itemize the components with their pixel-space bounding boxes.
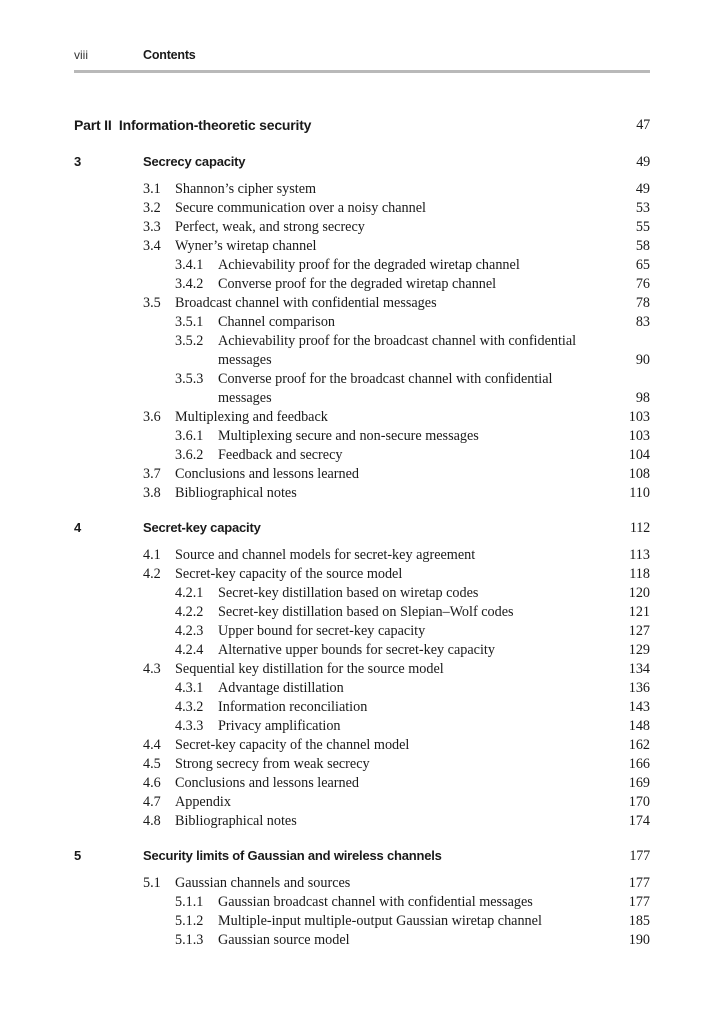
entry-title: Gaussian channels and sources (175, 875, 351, 891)
part-title: Information-theoretic security (118, 117, 312, 133)
entry-title-block (175, 812, 297, 831)
entry-title-block (175, 546, 475, 565)
entry-number: 4.5 (143, 756, 161, 772)
subsection-entry (74, 698, 650, 717)
entry-title: Achievability proof for the degraded wiretap channel (218, 257, 520, 273)
header-rule (74, 70, 650, 73)
chapter-spacer (74, 173, 650, 180)
entry-number: 5.1.3 (175, 932, 204, 948)
entry-page: 108 (628, 466, 650, 482)
entry-title-block (175, 874, 350, 893)
entry-title: Shannon’s cipher system (175, 181, 317, 197)
subsection-entry (74, 275, 650, 294)
entry-page: 121 (628, 604, 650, 620)
entry-title-block (175, 736, 409, 755)
section-entry (74, 774, 650, 793)
entry-title: Channel comparison (218, 314, 336, 330)
entry-title: Gaussian source model (218, 932, 350, 948)
chapter-title: Security limits of Gaussian and wireless channels (143, 848, 442, 863)
entry-number: 3.3 (143, 219, 161, 235)
subsection-entry (74, 641, 650, 660)
section-entry (74, 408, 650, 427)
chapter-spacer (74, 867, 650, 874)
entry-title-block (175, 180, 316, 199)
entry-title-block (175, 294, 437, 313)
table-of-contents (74, 113, 650, 950)
entry-number: 3.5.3 (175, 371, 204, 387)
entry-title: Alternative upper bounds for secret-key capacity (218, 642, 495, 658)
subsection-entry (74, 370, 650, 408)
entry-page: 98 (635, 390, 650, 406)
entry-title: Secret-key distillation based on Slepian–Wolf codes (218, 604, 514, 620)
entry-number: 4.6 (143, 775, 161, 791)
entry-page: 177 (628, 875, 650, 891)
subsection-entry (74, 313, 650, 332)
entry-number: 4.2.1 (175, 585, 204, 601)
entry-page: 118 (629, 566, 650, 582)
section-entry (74, 294, 650, 313)
entry-page: 53 (635, 200, 650, 216)
entry-title: Secret-key capacity of the source model (175, 566, 403, 582)
entry-page: 134 (628, 661, 650, 677)
entry-title-block (175, 408, 328, 427)
subsection-entry (74, 446, 650, 465)
entry-title-block (175, 484, 297, 503)
entry-number: 4.3 (143, 661, 161, 677)
running-header (74, 48, 650, 64)
entry-number: 4.3.3 (175, 718, 204, 734)
section-entry (74, 565, 650, 584)
entry-number: 5.1.1 (175, 894, 204, 910)
entry-title: Multiplexing secure and non-secure messages (218, 428, 479, 444)
subsection-entry (74, 717, 650, 736)
entry-title-block (175, 565, 402, 584)
entry-title-block (218, 446, 342, 465)
entry-title-block (218, 332, 618, 370)
entry-page: 129 (628, 642, 650, 658)
entry-page: 136 (628, 680, 650, 696)
chapter-number: 5 (74, 848, 82, 863)
entry-page: 76 (635, 276, 650, 292)
entry-page: 190 (628, 932, 650, 948)
entry-number: 3.5 (143, 295, 161, 311)
entry-page: 110 (629, 485, 650, 501)
section-entry (74, 218, 650, 237)
entry-title: Converse proof for the degraded wiretap channel (218, 276, 497, 292)
entry-title: Perfect, weak, and strong secrecy (175, 219, 365, 235)
section-entry (74, 465, 650, 484)
header-page-number: viii (74, 48, 88, 62)
entry-title-block (175, 660, 444, 679)
entry-title: Source and channel models for secret-key agreement (175, 547, 476, 563)
entry-page: 174 (628, 813, 650, 829)
section-entry (74, 793, 650, 812)
entry-title-block (218, 256, 520, 275)
entry-number: 3.5.2 (175, 333, 204, 349)
entry-title-block (218, 275, 496, 294)
chapter-spacer (74, 539, 650, 546)
entry-number: 3.8 (143, 485, 161, 501)
entry-number: 5.1.2 (175, 913, 204, 929)
entry-title: Strong secrecy from weak secrecy (175, 756, 370, 772)
entry-page: 49 (635, 181, 650, 197)
entry-title: Bibliographical notes (175, 485, 297, 501)
entry-title: Sequential key distillation for the source model (175, 661, 444, 677)
entry-number: 3.6.1 (175, 428, 204, 444)
subsection-entry (74, 912, 650, 931)
subsection-entry (74, 931, 650, 950)
entry-page: 103 (628, 409, 650, 425)
section-entry (74, 484, 650, 503)
entry-title: Upper bound for secret-key capacity (218, 623, 426, 639)
entry-title: Conclusions and lessons learned (175, 775, 360, 791)
entry-page: 169 (628, 775, 650, 791)
entry-number: 4.2 (143, 566, 161, 582)
section-entry (74, 736, 650, 755)
entry-title: Secure communication over a noisy channel (175, 200, 426, 216)
entry-number: 4.8 (143, 813, 161, 829)
entry-page: 170 (628, 794, 650, 810)
entry-title: Secret-key distillation based on wiretap codes (218, 585, 479, 601)
entry-number: 3.7 (143, 466, 161, 482)
entry-title-block (175, 237, 317, 256)
entry-number: 3.6.2 (175, 447, 204, 463)
subsection-entry (74, 893, 650, 912)
entry-title-block (175, 774, 359, 793)
entry-title-block (218, 679, 344, 698)
entry-number: 4.3.1 (175, 680, 204, 696)
chapter-title: Secrecy capacity (143, 154, 246, 169)
entry-title-block (175, 755, 370, 774)
chapter-heading (74, 151, 650, 173)
section-entry (74, 660, 650, 679)
entry-page: 127 (628, 623, 650, 639)
entry-number: 3.4.1 (175, 257, 204, 273)
entry-title-block (218, 641, 495, 660)
entry-page: 104 (628, 447, 650, 463)
part-page: 47 (636, 117, 650, 133)
entry-title-continued: messages (218, 390, 272, 406)
subsection-entry (74, 622, 650, 641)
header-title: Contents (143, 48, 196, 62)
entry-title-block (175, 793, 231, 812)
entry-title-block (218, 313, 335, 332)
entry-number: 4.2.4 (175, 642, 204, 658)
chapter-number: 4 (74, 520, 82, 535)
entry-title-block (218, 698, 367, 717)
entry-number: 5.1 (143, 875, 161, 891)
entry-page: 148 (628, 718, 650, 734)
entry-title-block (218, 603, 514, 622)
entry-title-block (218, 912, 542, 931)
entry-page: 65 (635, 257, 650, 273)
entry-title: Achievability proof for the broadcast channel with confidential (218, 333, 577, 349)
entry-number: 4.3.2 (175, 699, 204, 715)
subsection-entry (74, 603, 650, 622)
part-label: Part II (74, 117, 112, 133)
entry-title-block (175, 465, 359, 484)
entry-title-block (218, 370, 618, 408)
entry-title-block (218, 717, 341, 736)
entry-number: 3.1 (143, 181, 161, 197)
entry-title: Information reconciliation (218, 699, 368, 715)
entry-number: 4.4 (143, 737, 161, 753)
entry-page: 162 (628, 737, 650, 753)
entry-number: 3.4 (143, 238, 161, 254)
entry-page: 90 (635, 352, 650, 368)
chapter-page: 177 (629, 848, 650, 864)
entry-title: Wyner’s wiretap channel (175, 238, 317, 254)
entry-title: Conclusions and lessons learned (175, 466, 360, 482)
entry-title-continued: messages (218, 352, 272, 368)
entry-title: Multiplexing and feedback (175, 409, 328, 425)
subsection-entry (74, 332, 650, 370)
section-entry (74, 180, 650, 199)
part-heading (74, 113, 650, 137)
entry-title: Multiple-input multiple-output Gaussian wiretap channel (218, 913, 542, 929)
entry-page: 143 (628, 699, 650, 715)
entry-page: 120 (628, 585, 650, 601)
entry-title: Broadcast channel with confidential messages (175, 295, 437, 311)
entry-title: Advantage distillation (218, 680, 344, 696)
subsection-entry (74, 256, 650, 275)
entry-title: Privacy amplification (218, 718, 341, 734)
subsection-entry (74, 427, 650, 446)
entry-number: 4.2.3 (175, 623, 204, 639)
chapter-page: 112 (629, 520, 650, 536)
entry-number: 4.7 (143, 794, 161, 810)
section-entry (74, 199, 650, 218)
entry-page: 83 (635, 314, 650, 330)
entry-number: 3.4.2 (175, 276, 204, 292)
entry-number: 4.2.2 (175, 604, 204, 620)
entry-title: Appendix (175, 794, 231, 810)
entry-title-block (175, 218, 365, 237)
chapter-number: 3 (74, 154, 82, 169)
chapter-heading (74, 517, 650, 539)
chapter-heading (74, 845, 650, 867)
entry-number: 3.2 (143, 200, 161, 216)
section-entry (74, 237, 650, 256)
entry-page: 113 (629, 547, 650, 563)
subsection-entry (74, 679, 650, 698)
entry-number: 3.6 (143, 409, 161, 425)
entry-page: 103 (628, 428, 650, 444)
entry-title-block (218, 427, 479, 446)
entry-page: 55 (635, 219, 650, 235)
entry-title: Converse proof for the broadcast channel with confidential (218, 371, 553, 387)
section-entry (74, 812, 650, 831)
entry-title-block (218, 931, 350, 950)
entry-title: Bibliographical notes (175, 813, 297, 829)
chapter-page: 49 (636, 154, 650, 170)
section-entry (74, 874, 650, 893)
entry-title-block (175, 199, 426, 218)
entry-title-block (218, 622, 425, 641)
chapter-list (74, 151, 650, 950)
entry-page: 166 (628, 756, 650, 772)
entry-title-block (218, 893, 533, 912)
entry-page: 58 (635, 238, 650, 254)
entry-title: Feedback and secrecy (218, 447, 343, 463)
chapter-title: Secret-key capacity (143, 520, 261, 535)
section-entry (74, 755, 650, 774)
entry-number: 3.5.1 (175, 314, 204, 330)
subsection-entry (74, 584, 650, 603)
entry-page: 177 (628, 894, 650, 910)
entry-page: 185 (628, 913, 650, 929)
entry-title-block (218, 584, 478, 603)
entry-title: Secret-key capacity of the channel model (175, 737, 410, 753)
entry-number: 4.1 (143, 547, 161, 563)
entry-title: Gaussian broadcast channel with confidential messages (218, 894, 533, 910)
section-entry (74, 546, 650, 565)
entry-page: 78 (635, 295, 650, 311)
